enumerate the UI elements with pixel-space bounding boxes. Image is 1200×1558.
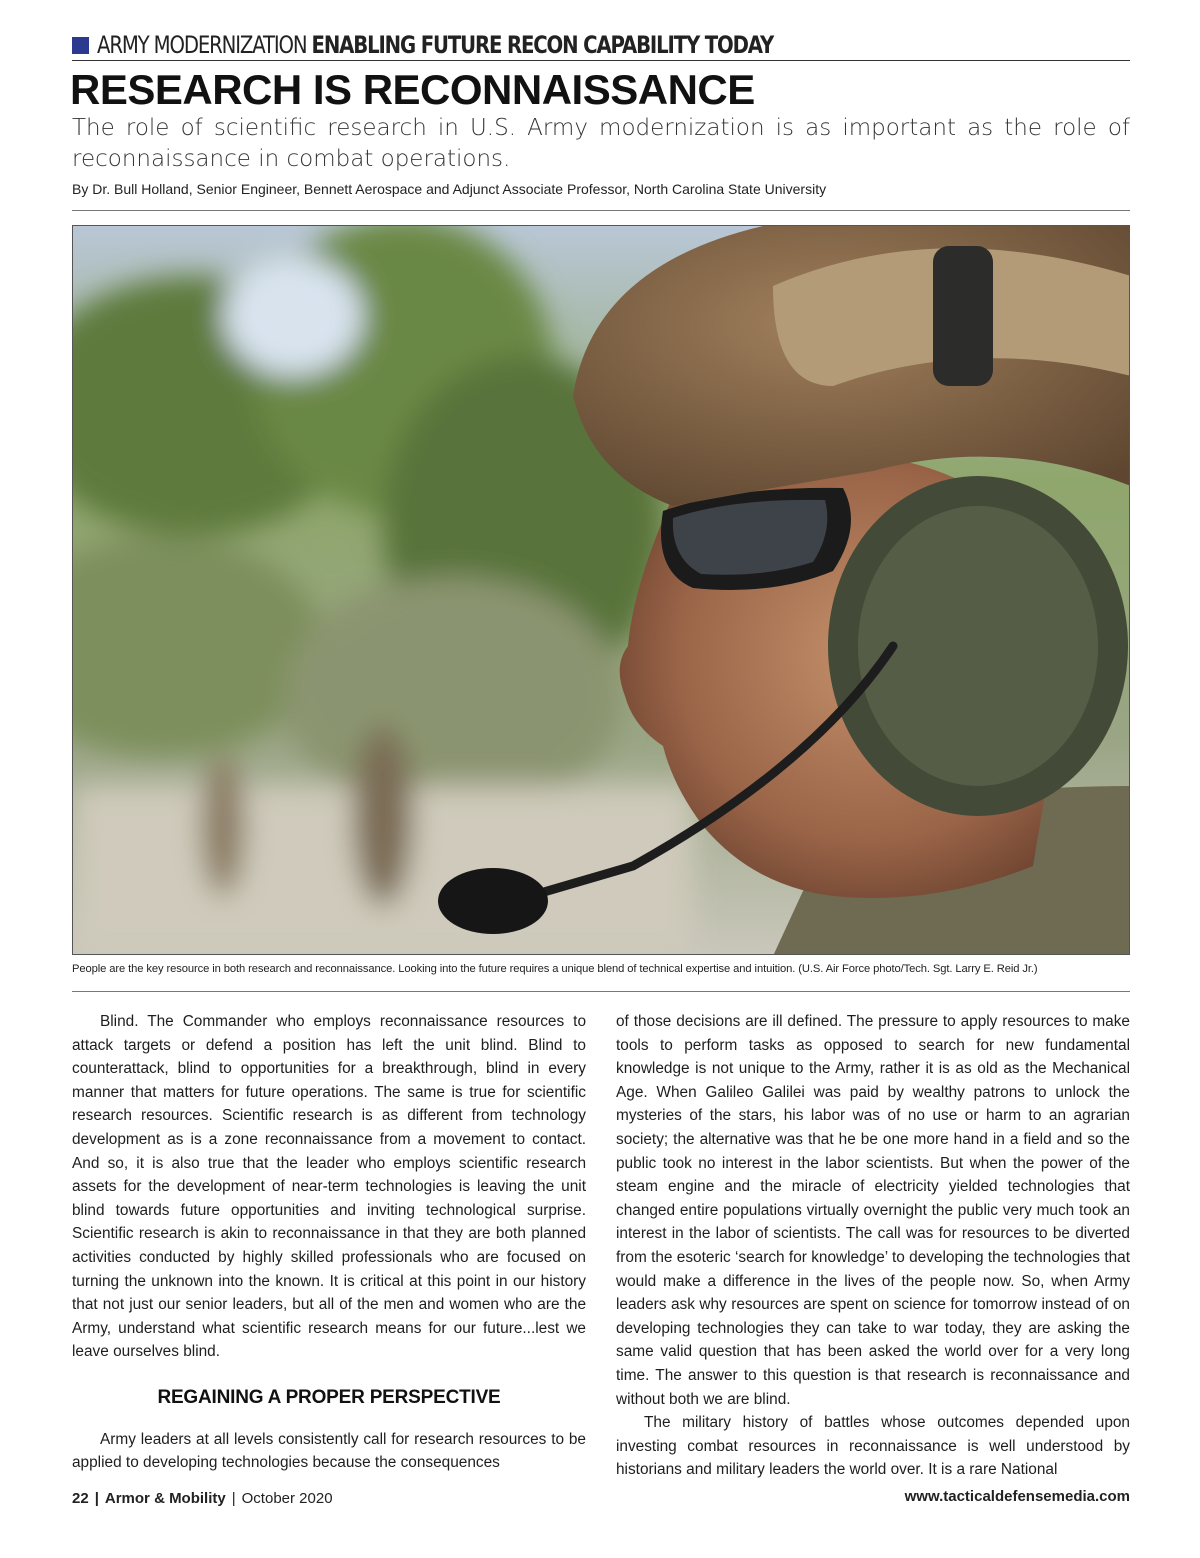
header-divider <box>72 60 1130 61</box>
photo-caption: People are the key resource in both research and reconnaissance. Looking into the future requires a unique blend of technical expertise and intuition. (U.S. Air Force photo/Tech. Sgt. Larry E. Reid Jr.) <box>72 963 1038 975</box>
kicker-square-icon <box>72 37 89 54</box>
article-paragraph: The military history of battles whose outcomes depended upon investing combat resources in reconnaissance is well understood by historians and military leaders the world over. It is a rare National <box>616 1414 1130 1479</box>
publication-name: Armor & Mobility <box>104 1490 226 1507</box>
article-paragraph: of those decisions are ill defined. The pressure to apply resources to make tools to perform tasks as opposed to search for new fundamental knowledge is not unique to the Army, rather it is as old as the Mechanical Age. When Galileo Galilei was paid by wealthy patrons to unlock the mysteries of the stars, his labor was of no use or harm to an agrarian society; the alternative was that he be one more hand in a field and so the public took no interest in the labor scientists. But when the power of the steam engine and the miracle of electricity yielded technologies that changed entire populations virtually overnight the public very much took an interest in the labor of scientists. The call was for resources to be diverted from the esoteric ‘search for knowledge’ to developing the technologies that would make a difference in the lives of the people now. So, when Army leaders ask why resources are spent on science for tomorrow instead of on developing technologies they can take to war today, they are asking the same valid question that has been asked the world over for a very long time. The answer to this question is that research is reconnaissance and without both we are blind. <box>616 1013 1130 1408</box>
byline-divider <box>72 210 1130 211</box>
article-column-right <box>616 1010 1130 1482</box>
footer-separator: | <box>94 1490 99 1507</box>
section-kicker <box>72 30 922 60</box>
byline: By Dr. Bull Holland, Senior Engineer, Bennett Aerospace and Adjunct Associate Professor, North Carolina State University <box>72 181 827 197</box>
caption-divider <box>72 991 1130 992</box>
website-link[interactable]: www.tacticaldefensemedia.com <box>904 1488 1130 1505</box>
article-paragraph: Blind. The Commander who employs reconnaissance resources to attack targets or defend a position has left the unit blind. Blind to counterattack, blind to opportunities for a breakthrough, blind in every manner that matters for future operations. The same is true for scientific research resources. Scientific research is as different from technology development as is a zone reconnaissance from a movement to contact. And so, it is also true that the leader who employs scientific research assets for the development of near-term technologies is leaving the unit blind towards future opportunities and inviting technological surprise. Scientific research is akin to reconnaissance in that they are both planned activities conducted by highly skilled professionals who are focused on turning the unknown into the known. It is critical at this point in our history that not just our senior leaders, but all of the men and women who are the Army, understand what scientific research means for our future...lest we leave ourselves blind. <box>72 1013 586 1361</box>
article-paragraph: Army leaders at all levels consistently call for research resources to be applied to developing technologies because the consequences <box>72 1430 586 1472</box>
section-subhead: REGAINING A PROPER PERSPECTIVE <box>157 1386 501 1408</box>
article-column-left <box>72 1010 586 1475</box>
lead-photo <box>72 225 1130 955</box>
page-number: 22 <box>72 1490 89 1507</box>
dek: The role of scientific research in U.S. Army modernization is as important as the role of reconnaissance in combat operations. <box>72 115 1130 172</box>
headline: RESEARCH IS RECONNAISSANCE <box>70 66 755 113</box>
kicker-category: ARMY MODERNIZATION <box>97 31 307 59</box>
page-footer-left <box>72 1490 333 1507</box>
issue-date: October 2020 <box>241 1490 333 1507</box>
kicker-topic: ENABLING FUTURE RECON CAPABILITY TODAY <box>311 31 774 59</box>
soldier-photo-illustration <box>73 226 1130 955</box>
magazine-page <box>72 0 1130 1558</box>
footer-separator: | <box>231 1490 236 1507</box>
